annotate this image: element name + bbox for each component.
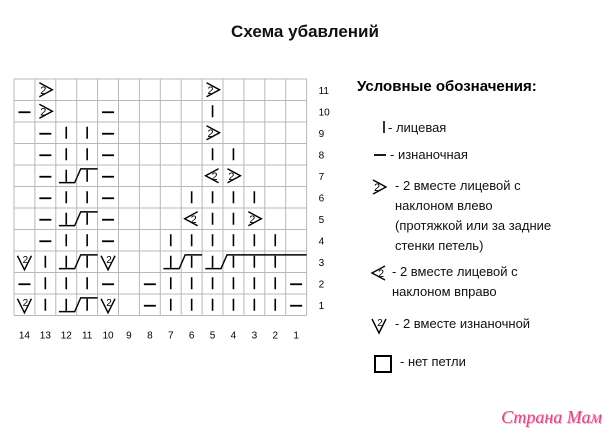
- column-label: 10: [102, 330, 114, 342]
- watermark-logo: Страна Мам: [501, 407, 602, 427]
- column-label: 5: [209, 330, 216, 342]
- row-label: 5: [318, 214, 325, 226]
- row-label: 1: [318, 300, 325, 312]
- legend-text: - нет петли: [400, 354, 466, 369]
- legend-text: - 2 вместе изнаночной: [395, 316, 531, 331]
- svg-text:2: 2: [106, 254, 112, 266]
- k2tog-left-stitch: [39, 83, 52, 97]
- legend-text: наклоном влево: [395, 198, 493, 213]
- k2tog-left-stitch: [39, 104, 52, 118]
- svg-text:2: 2: [106, 297, 112, 309]
- k2tog-right-stitch: [185, 212, 198, 226]
- svg-text:2: 2: [40, 106, 47, 119]
- cable-line: [163, 255, 202, 269]
- chart-grid: [14, 79, 307, 316]
- column-label: 12: [60, 330, 72, 342]
- row-label: 6: [318, 193, 325, 205]
- k2tog-left-stitch: [207, 83, 220, 97]
- column-label: 13: [39, 330, 51, 342]
- column-label: 14: [18, 330, 31, 342]
- svg-text:2: 2: [228, 170, 235, 183]
- column-label: 3: [251, 330, 258, 342]
- k2tog-left-stitch: [207, 126, 220, 140]
- row-label: 2: [318, 279, 325, 291]
- p2tog-stitch: [17, 255, 31, 270]
- no-stitch-icon: [372, 353, 396, 377]
- svg-text:2: 2: [377, 318, 383, 329]
- legend-text: - 2 вместе лицевой с: [395, 178, 521, 193]
- cable-line: [59, 298, 98, 312]
- row-label: 8: [318, 150, 325, 162]
- row-label: 4: [318, 236, 325, 248]
- row-label: 11: [318, 85, 329, 97]
- column-label: 7: [167, 330, 174, 342]
- k2tog-left-icon: [368, 176, 392, 200]
- legend-text: - изнаночная: [390, 147, 468, 162]
- legend-text: (протяжкой или за задние: [395, 218, 552, 233]
- k2tog-left-stitch: [227, 169, 240, 183]
- svg-text:2: 2: [40, 84, 47, 97]
- p2tog-stitch: [101, 298, 115, 313]
- p2tog-stitch: [101, 255, 115, 270]
- legend-text: - лицевая: [388, 120, 447, 135]
- column-label: 2: [272, 330, 279, 342]
- legend-text: стенки петель): [395, 238, 484, 253]
- k2tog-right-icon: [368, 262, 392, 286]
- row-label: 10: [318, 107, 330, 119]
- p2tog-icon: [368, 314, 392, 338]
- legend-text: наклоном вправо: [392, 284, 497, 299]
- page-title: Схема убавлений: [231, 22, 379, 41]
- svg-text:2: 2: [22, 254, 29, 266]
- cable-line: [205, 255, 306, 269]
- column-label: 11: [81, 330, 93, 342]
- svg-text:2: 2: [207, 127, 214, 140]
- column-label: 9: [126, 330, 132, 342]
- svg-text:2: 2: [207, 84, 214, 97]
- column-label: 4: [230, 330, 237, 342]
- legend-text: - 2 вместе лицевой с: [392, 264, 518, 279]
- row-label: 3: [318, 257, 325, 269]
- cable-line: [59, 255, 98, 269]
- column-label: 6: [188, 330, 195, 342]
- svg-text:2: 2: [249, 213, 256, 226]
- legend-title: Условные обозначения:: [357, 78, 537, 95]
- cable-line: [59, 169, 98, 183]
- k2tog-left-stitch: [248, 212, 261, 226]
- svg-text:2: 2: [190, 213, 197, 226]
- row-label: 7: [318, 171, 325, 183]
- svg-text:2: 2: [211, 170, 218, 183]
- svg-text:2: 2: [22, 297, 29, 309]
- svg-text:2: 2: [373, 182, 381, 194]
- k2tog-right-stitch: [206, 169, 219, 183]
- p2tog-stitch: [17, 298, 31, 313]
- svg-text:2: 2: [377, 268, 385, 280]
- column-label: 1: [293, 330, 299, 342]
- cable-line: [59, 212, 98, 226]
- row-label: 9: [318, 128, 325, 140]
- column-label: 8: [147, 330, 153, 342]
